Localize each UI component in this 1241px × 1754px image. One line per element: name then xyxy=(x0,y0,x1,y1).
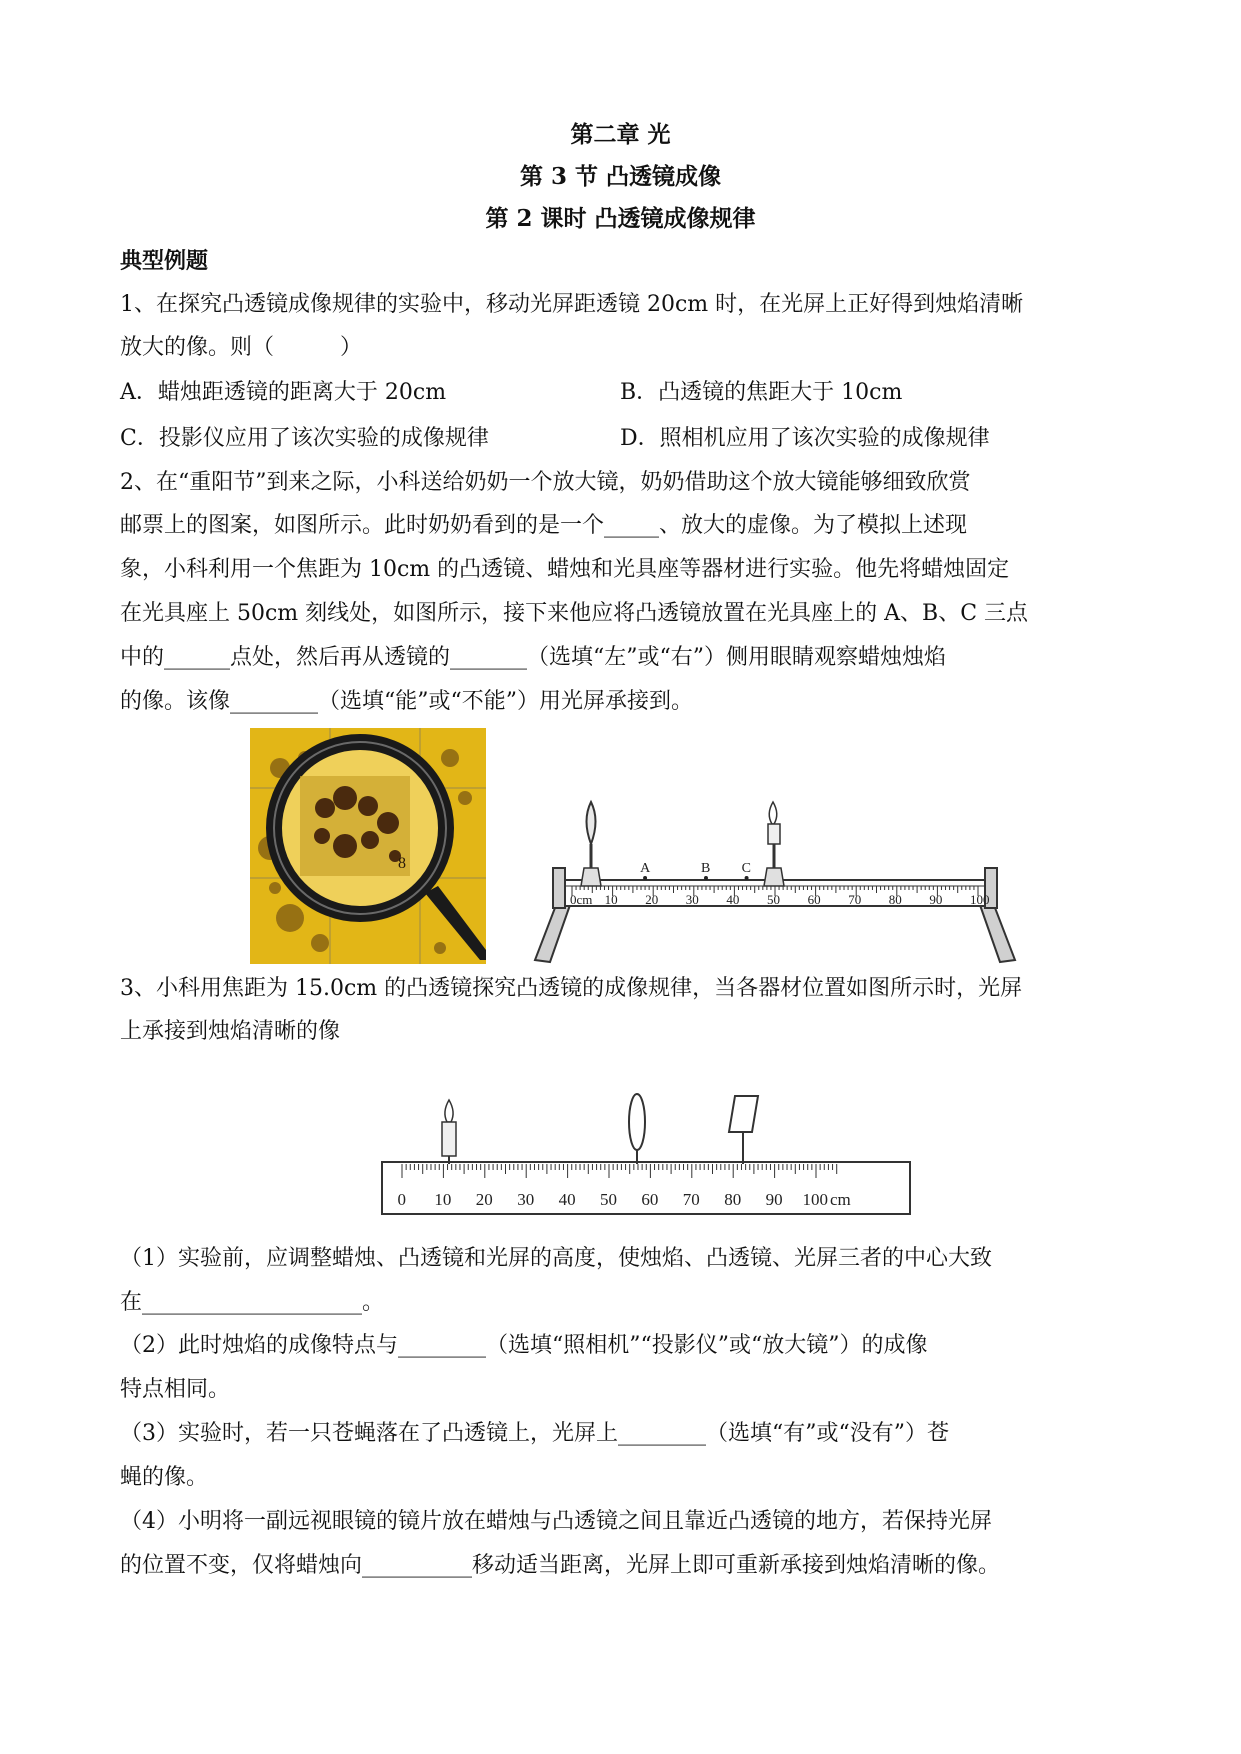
q3-sub-4-line-2: 的位置不变，仅将蜡烛向__________移动适当距离，光屏上即可重新承接到烛焰清晰的像。 xyxy=(120,1553,1001,1578)
q3-sub-1-line-2: 在____________________。 xyxy=(120,1290,385,1315)
lesson-title: 第 2 课时 凸透镜成像规律 xyxy=(485,205,756,232)
q2-line-1: 2、在“重阳节”到来之际，小科送给奶奶一个放大镜，奶奶借助这个放大镜能够细致欣赏 xyxy=(120,470,971,495)
bench-tick-label: 90 xyxy=(929,892,943,907)
bench-tick-label: 100 xyxy=(970,892,990,907)
bench-point-label: C xyxy=(741,861,751,876)
ruler-unit-label: cm xyxy=(830,1190,851,1209)
q3-sub-3-line-1: （3）实验时，若一只苍蝇落在了凸透镜上，光屏上________（选填“有”或“没有”）苍 xyxy=(120,1421,949,1446)
ruler-tick-label: 60 xyxy=(641,1190,659,1209)
q2-line-3: 象，小科利用一个焦距为 10cm 的凸透镜、蜡烛和光具座等器材进行实验。他先将蜡烛固定 xyxy=(120,557,1010,582)
q3-sub-1-line-1: （1）实验前，应调整蜡烛、凸透镜和光屏的高度，使烛焰、凸透镜、光屏三者的中心大致 xyxy=(120,1246,993,1271)
q3-sub-4-line-1: （4）小明将一副远视眼镜的镜片放在蜡烛与凸透镜之间且靠近凸透镜的地方，若保持光屏 xyxy=(120,1509,993,1534)
ruler-tick-label: 70 xyxy=(682,1190,700,1209)
bench-point-dot xyxy=(745,876,749,880)
q1-option-b: B．凸透镜的焦距大于 10cm xyxy=(620,380,903,405)
q1-option-d: D．照相机应用了该次实验的成像规律 xyxy=(620,426,990,451)
optical-bench-diagram xyxy=(530,740,1030,965)
q1-option-a: A．蜡烛距透镜的距离大于 20cm xyxy=(120,380,447,405)
ruler-bench-diagram xyxy=(380,1090,920,1220)
q2-line-2: 邮票上的图案，如图所示。此时奶奶看到的是一个_____、放大的虚像。为了模拟上述现 xyxy=(120,513,968,538)
q3-line-1: 3、小科用焦距为 15.0cm 的凸透镜探究凸透镜的成像规律，当各器材位置如图所示时，光屏 xyxy=(120,976,1023,1001)
ruler-tick-label: 40 xyxy=(558,1190,576,1209)
q1-line-2: 放大的像。则（ ） xyxy=(120,335,363,360)
bench-point-dot xyxy=(704,876,708,880)
bench-point-label: B xyxy=(700,861,711,876)
ruler-tick-label: 90 xyxy=(765,1190,783,1209)
q1-option-c: C．投影仪应用了该次实验的成像规律 xyxy=(120,426,489,451)
bench-tick-label: 50 xyxy=(767,892,780,907)
q3-line-2: 上承接到烛焰清晰的像 xyxy=(120,1019,341,1044)
svg-text:8: 8 xyxy=(398,855,406,872)
bench-tick-label: 60 xyxy=(807,892,821,907)
q3-sub-3-line-2: 蝇的像。 xyxy=(120,1465,209,1490)
q3-sub-2-line-2: 特点相同。 xyxy=(120,1377,231,1402)
bench-point-label: A xyxy=(640,861,651,876)
ruler-tick-label: 50 xyxy=(600,1190,617,1209)
ruler-tick-label: 30 xyxy=(517,1190,535,1209)
section-title: 第 3 节 凸透镜成像 xyxy=(519,163,722,190)
bench-tick-label: 30 xyxy=(685,892,699,907)
bench-point-dot xyxy=(643,876,647,880)
magnifier-stamp-photo xyxy=(250,728,486,964)
ruler-tick-label: 10 xyxy=(434,1190,452,1209)
q3-sub-2-line-1: （2）此时烛焰的成像特点与________（选填“照相机”“投影仪”或“放大镜”）的成像 xyxy=(120,1333,928,1358)
ruler-tick-label: 0 xyxy=(397,1190,406,1209)
bench-tick-label: 0cm xyxy=(570,892,593,907)
bench-tick-label: 20 xyxy=(645,892,659,907)
q2-line-4: 在光具座上 50cm 刻线处，如图所示，接下来他应将凸透镜放置在光具座上的 A、B、C 三点 xyxy=(120,601,1029,626)
bench-tick-label: 80 xyxy=(888,892,902,907)
ruler-tick-label: 20 xyxy=(475,1190,493,1209)
examples-heading: 典型例题 xyxy=(120,248,209,274)
q2-line-5: 中的______点处，然后再从透镜的_______（选填“左”或“右”）侧用眼睛观察蜡烛烛焰 xyxy=(120,645,946,670)
bench-tick-label: 10 xyxy=(604,892,618,907)
bench-tick-label: 70 xyxy=(848,892,862,907)
ruler-tick-label: 80 xyxy=(724,1190,742,1209)
ruler-tick-label: 100 xyxy=(802,1190,828,1209)
bench-tick-label: 40 xyxy=(726,892,740,907)
q1-line-1: 1、在探究凸透镜成像规律的实验中，移动光屏距透镜 20cm 时，在光屏上正好得到烛焰清晰 xyxy=(120,292,1024,317)
chapter-title: 第二章 光 xyxy=(570,121,671,148)
q2-line-6: 的像。该像________（选填“能”或“不能”）用光屏承接到。 xyxy=(120,689,693,714)
